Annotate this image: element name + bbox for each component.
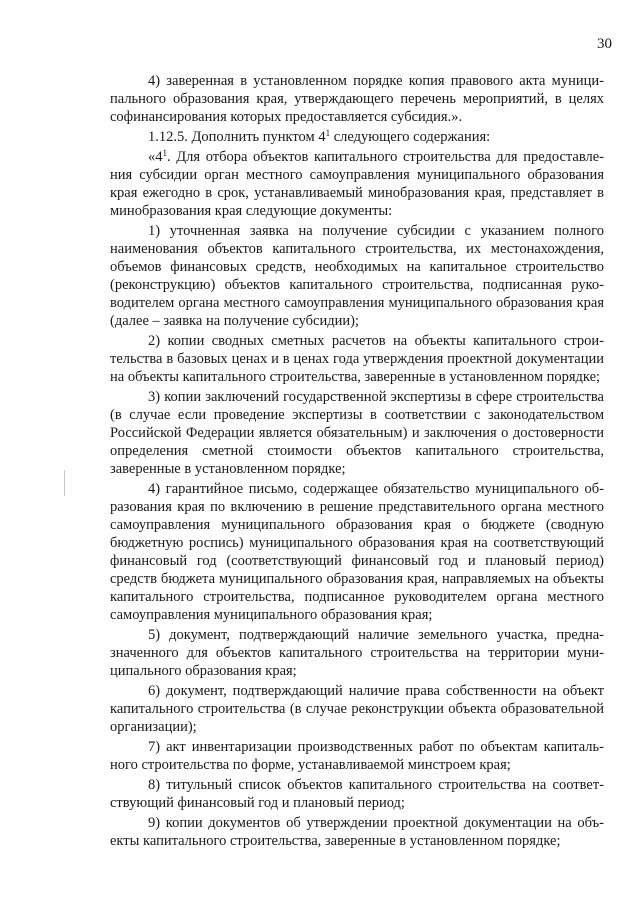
paragraph-amendment-1-12-5: 1.12.5. Дополнить пунктом $4^1$ следующего содержания: [148,128,491,145]
paragraph-list-item-2: 2) копии сводных сметных расчетов на объекты капитального строительства в базовых ценах и в ценах года утверждения проектной документации на объекты капитального строительства, заверенные в установленном порядке; [110,333,604,385]
scan-margin-mark [64,470,65,496]
paragraph-list-item-7: 7) акт инвентаризации производственных работ по объектам капитального строительства по форме, устанавливаемой минстроем края; [110,739,604,773]
paragraph-clause-4-1: «$4^1$. Для отбора объектов капитального строительства для предоставления субсидии орган местного самоуправления муниципального образования края ежегодно в срок, устанавливаемый минобразования края, представляет в минобразования края следующие документы: [110,148,604,219]
paragraph-list-item-5: 5) документ, подтверждающий наличие земельного участка, предназначенного для объектов капитального строительства на территории муниципального образования края; [110,627,604,679]
paragraph-list-item-9: 9) копии документов об утверждении проектной документации на объекты капитального строительства, заверенные в установленном порядке; [110,815,604,849]
page-number: 30 [597,36,612,52]
paragraph-list-item-3: 3) копии заключений государственной экспертизы в сфере строительства (в случае если проведение экспертизы в соответствии с законодательством Российской Федерации является обязательным) и заключения о достоверности определения сметной стоимости объектов капитального строительства, заверенные в установленном порядке; [110,389,604,477]
superscript: 1 [325,128,331,138]
superscript: 1 [162,148,167,158]
paragraph-list-item-4: 4) гарантийное письмо, содержащее обязательство муниципального образования края по включению в решение представительного органа местного самоуправления муниципального образования края о бюджете (сводную бюджетную роспись) муниципального образования края на соответствующий финансовый год (соответствующий финансовый год и плановый период) средств бюджета муниципального образования края, направляемых на объекты капитального строительства, подписанное руководителем органа местного самоуправления муниципального образования края; [110,481,604,623]
paragraph-list-item-6: 6) документ, подтверждающий наличие права собственности на объект капитального строительства (в случае реконструкции объекта образовательной организации); [110,683,604,735]
paragraph-item-4: 4) заверенная в установленном порядке копия правового акта муниципального образования края, утверждающего перечень мероприятий, в целях софинансирования которых предоставляется субсидия.». [110,73,604,125]
paragraph-list-item-8: 8) титульный список объектов капитального строительства на соответствующий финансовый год и плановый период; [110,777,604,811]
document-body [110,72,604,850]
paragraph-list-item-1: 1) уточненная заявка на получение субсидии с указанием полного наименования объектов капитального строительства, их местонахождения, объемов финансовых средств, необходимых на капитальное строительство (реконструкцию) объектов капитального строительства, подписанная руководителем органа местного самоуправления муниципального образования края (далее – заявка на получение субсидии); [110,223,604,329]
